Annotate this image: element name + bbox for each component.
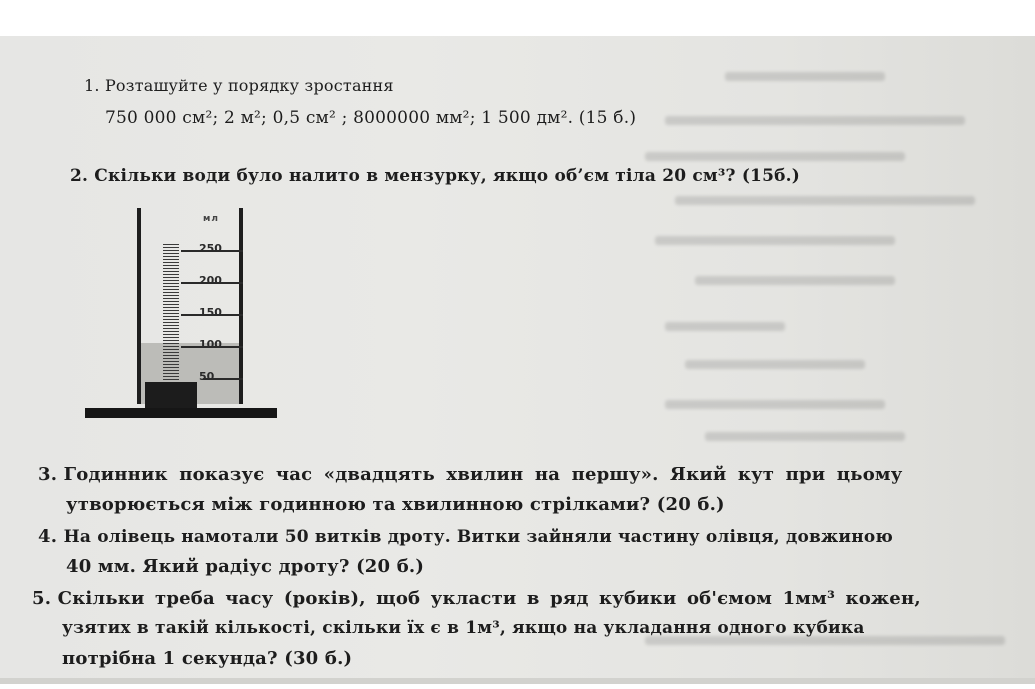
task-3-line-2: утворюється між годинною та хвилинною стрілками? (20 б.) (66, 494, 725, 515)
cylinder-tube (137, 208, 243, 404)
task-5-line-2: узятих в такій кількості, скільки їх є в 1м³, якщо на укладання одного кубика (62, 618, 865, 638)
task-2-text: Скільки води було налито в мензурку, якщо об’єм тіла 20 см³? (15б.) (94, 166, 801, 186)
tick-label-200: 200 (199, 274, 222, 287)
cylinder-scale (163, 244, 179, 394)
tick-label-250: 250 (199, 242, 222, 255)
bleed-through-text (605, 36, 1035, 676)
task-2 (70, 166, 800, 186)
task-1-number: 1. (84, 76, 100, 95)
task-1-text: Розташуйте у порядку зростання (104, 76, 394, 95)
task-4-line-2: 40 мм. Який радіус дроту? (20 б.) (66, 556, 425, 577)
cylinder-unit: мл (203, 214, 219, 224)
task-3-line-1: Годинник показує час «двадцять хвилин на першу». Який кут при цьому (63, 464, 903, 485)
worksheet-page (0, 36, 1035, 684)
task-1 (84, 76, 394, 95)
tick-label-50: 50 (199, 370, 215, 383)
tick-label-100: 100 (199, 338, 222, 351)
task-2-number: 2. (70, 166, 89, 186)
task-5-line-1: Скільки треба часу (років), щоб укласти в ряд кубики об'ємом 1мм³ кожен, (57, 588, 921, 609)
task-5-line-3: потрібна 1 секунда? (30 б.) (62, 648, 353, 669)
task-1-values: 750 000 см²; 2 м²; 0,5 см² ; 8000000 мм²; 1 500 дм². (15 б.) (105, 108, 637, 128)
task-4-line-1: На олівець намотали 50 витків дроту. Витки зайняли частину олівця, довжиною (63, 527, 894, 547)
task-3-number: 3. (38, 464, 58, 485)
measuring-cylinder (85, 204, 285, 424)
task-5-number: 5. (32, 588, 52, 609)
cylinder-base (85, 408, 277, 418)
tick-label-150: 150 (199, 306, 222, 319)
task-4-number: 4. (38, 526, 58, 547)
